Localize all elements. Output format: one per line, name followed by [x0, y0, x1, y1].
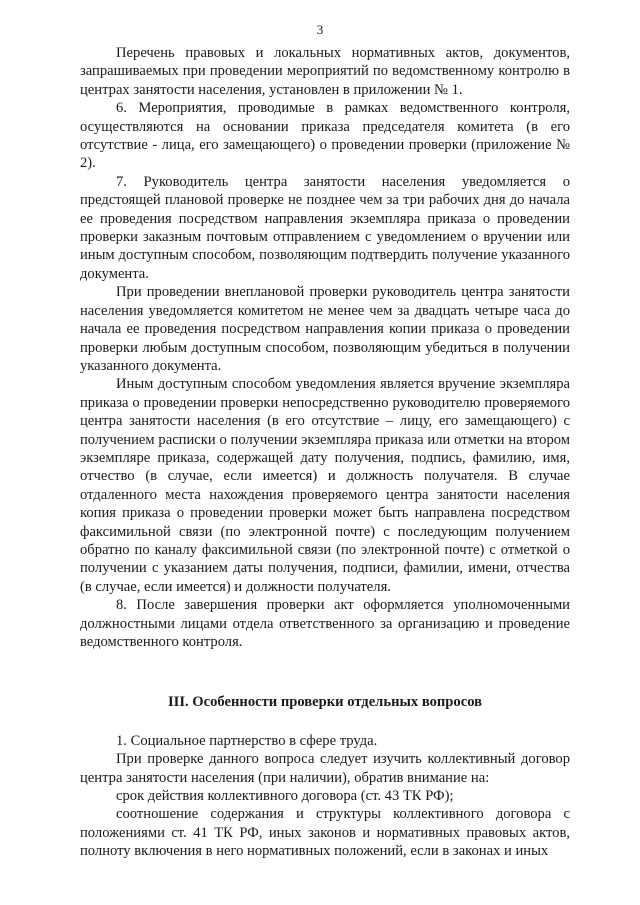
- paragraph-other-notification: Иным доступным способом уведомления является вручение экземпляра приказа о проведении проверки непосредственно руководителю проверяемого центра занятости населения (в его отсутствие – лицу, его замещающего) с получением расписки о получении экземпляра приказа или отметки на втором экземпляре приказа, содержащей дату получения, подпись, фамилию, имя, отчество (в случае, если имеется) и должность получателя. В случае отдаленного места нахождения проверяемого центра занятости населения копия приказа о проведении проверки может быть направлена посредством факсимильной связи (по электронной почте) с последующим получением обратно по каналу факсимильной связи (по электронной почте) с отметкой о получении с указанием даты получения, подписи, фамилии, имени, отчества (в случае, если имеется) и должности получателя.: [80, 376, 570, 595]
- section-item-1: 1. Социальное партнерство в сфере труда.: [116, 732, 378, 749]
- section-bullet-2: соотношение содержания и структуры коллективного договора с положениями ст. 41 ТК РФ, иных законов и нормативных правовых актов, полноту включения в него нормативных положений, если в законах и иных: [80, 806, 570, 860]
- section-bullet-1: срок действия коллективного договора (ст. 43 ТК РФ);: [116, 788, 454, 805]
- paragraph-item-7: 7. Руководитель центра занятости населения уведомляется о предстоящей плановой проверке не позднее чем за три рабочих дня до начала ее проведения посредством направления экземпляра приказа о проведении проверки заказным почтовым отправлением с уведомлением о вручении или иным доступным способом, позволяющим подтвердить получение указанного документа.: [80, 173, 570, 282]
- section-title: III. Особенности проверки отдельных вопросов: [167, 694, 483, 711]
- section-item-1-text: При проверке данного вопроса следует изучить коллективный договор центра занятости населения (при наличии), обратив внимание на:: [80, 751, 570, 786]
- paragraph-item-6: 6. Мероприятия, проводимые в рамках ведомственного контроля, осуществляются на основании приказа председателя комитета (в его отсутствие - лица, его замещающего) о проведении проверки (приложение № 2).: [80, 100, 570, 172]
- paragraph-unscheduled-inspection: При проведении внеплановой проверки руководитель центра занятости населения уведомляется комитетом не менее чем за двадцать четыре часа до начала ее проведения посредством направления копии приказа о проведении проверки любым доступным способом, позволяющим убедиться в получении указанного документа.: [80, 284, 570, 374]
- page-number: 3: [316, 22, 324, 37]
- paragraph-documents-list: Перечень правовых и локальных нормативных актов, документов, запрашиваемых при проведении мероприятий по ведомственному контролю в центрах занятости населения, установлен в приложении № 1.: [80, 45, 570, 98]
- document-body: [80, 44, 570, 861]
- paragraph-item-8: 8. После завершения проверки акт оформляется уполномоченными должностными лицами отдела ответственного за организацию и проведение ведомственного контроля.: [80, 597, 570, 650]
